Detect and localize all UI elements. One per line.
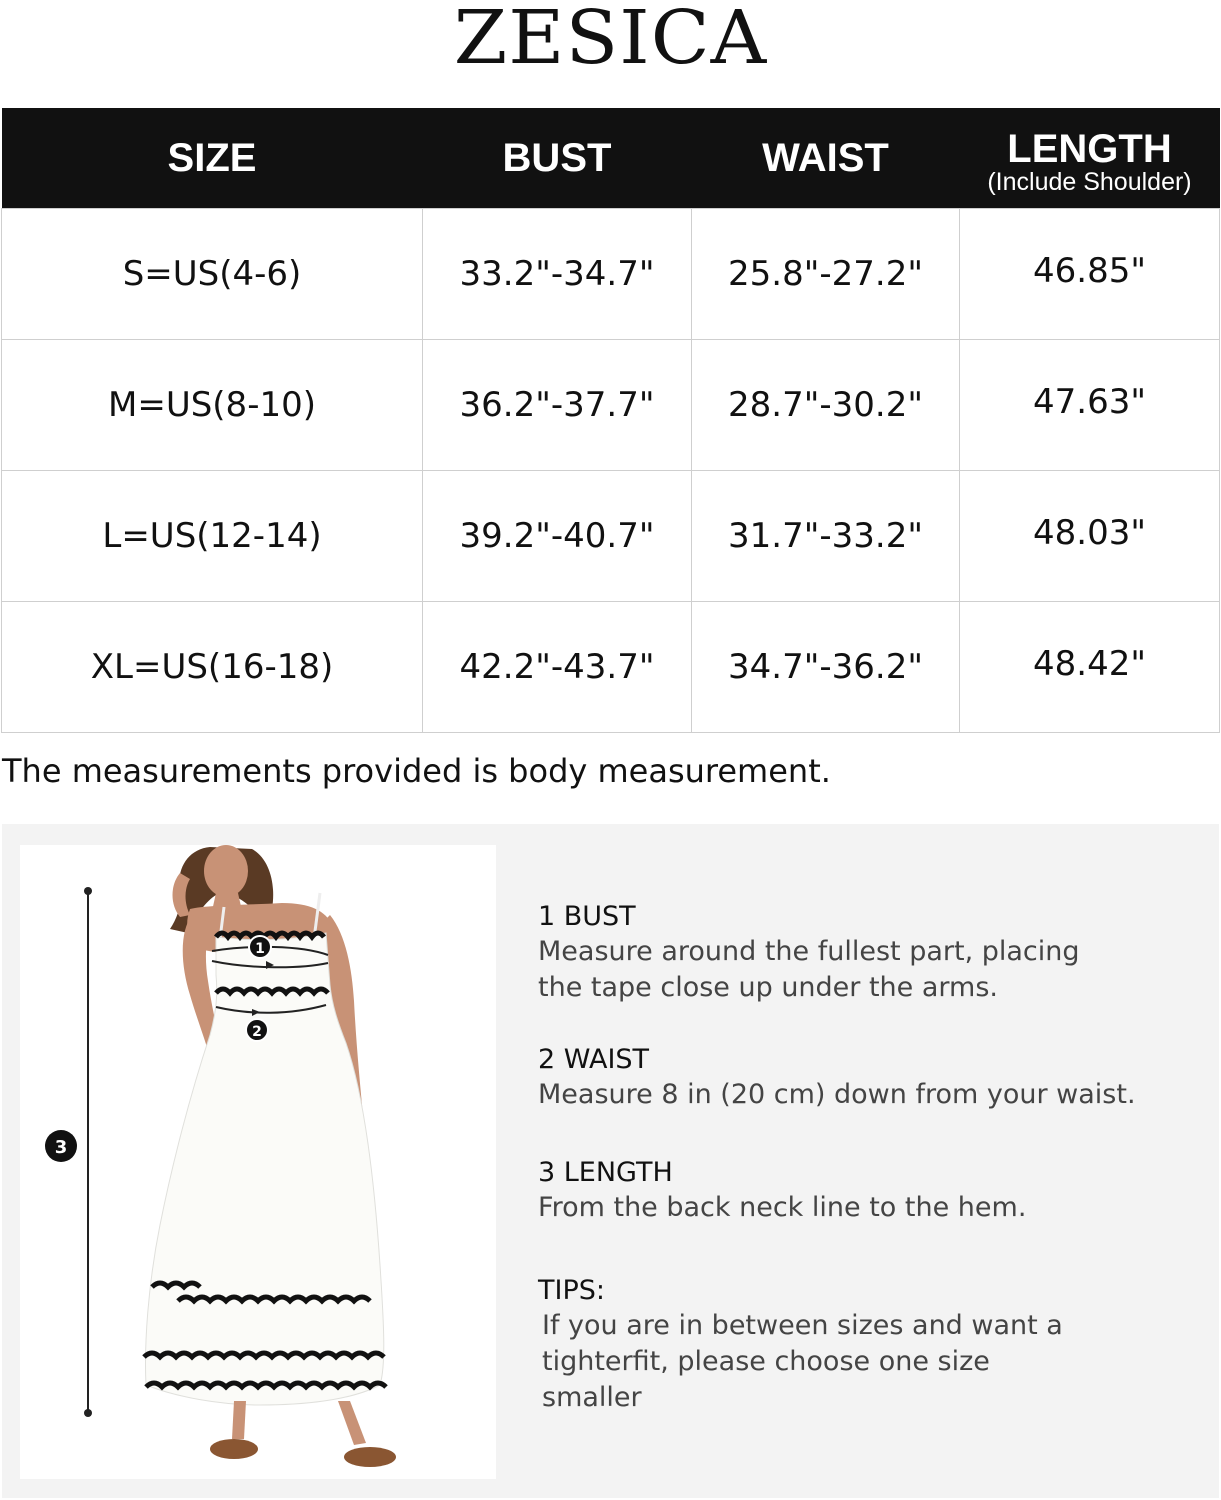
model-photo [20, 845, 496, 1479]
size-chart-header-row [2, 108, 1220, 209]
cell-length: 48.42" [960, 602, 1220, 733]
instruction-line: From the back neck line to the hem. [538, 1192, 1027, 1223]
length-marker [45, 1130, 77, 1162]
cell-length: 46.85" [960, 209, 1220, 340]
table-row [2, 471, 1220, 602]
measurement-note: The measurements provided is body measurement. [2, 752, 831, 790]
instruction-length [538, 1156, 1178, 1226]
instruction-line: If you are in between sizes and want a [542, 1310, 1063, 1341]
table-row [2, 602, 1220, 733]
cell-length: 47.63" [960, 340, 1220, 471]
length-marker-number: 3 [54, 1137, 68, 1158]
instruction-line: tighterfit, please choose one size [542, 1346, 990, 1377]
cell-bust: 33.2"-34.7" [423, 209, 692, 340]
cell-waist: 34.7"-36.2" [692, 602, 960, 733]
cell-waist: 31.7"-33.2" [692, 471, 960, 602]
instruction-line: Measure 8 in (20 cm) down from your waist. [538, 1079, 1136, 1110]
brand-logo: ZESICA [453, 0, 768, 81]
cell-waist: 28.7"-30.2" [692, 340, 960, 471]
table-row [2, 340, 1220, 471]
cell-size: XL=US(16-18) [2, 602, 423, 733]
instruction-tips [538, 1274, 1178, 1416]
waist-marker-number: 2 [252, 1024, 262, 1040]
measuring-guide-panel [2, 824, 1219, 1498]
cell-bust: 39.2"-40.7" [423, 471, 692, 602]
instruction-title: TIPS: [538, 1275, 605, 1306]
table-row [2, 209, 1220, 340]
instruction-waist [538, 1043, 1178, 1113]
waist-marker [246, 1019, 268, 1041]
bust-marker [249, 936, 271, 958]
instruction-title: 1 BUST [538, 901, 636, 932]
cell-length: 48.03" [960, 471, 1220, 602]
instruction-line: the tape close up under the arms. [538, 972, 998, 1003]
cell-bust: 36.2"-37.7" [423, 340, 692, 471]
instruction-line: smaller [542, 1382, 642, 1413]
header-bust: BUST [423, 108, 692, 209]
cell-size: S=US(4-6) [2, 209, 423, 340]
bust-marker-number: 1 [255, 941, 265, 957]
cell-waist: 25.8"-27.2" [692, 209, 960, 340]
size-chart-table [1, 108, 1220, 733]
cell-bust: 42.2"-43.7" [423, 602, 692, 733]
length-measure-line [84, 887, 92, 1417]
instruction-line: Measure around the fullest part, placing [538, 936, 1080, 967]
header-length-label: LENGTH [1007, 126, 1172, 171]
header-waist: WAIST [692, 108, 960, 209]
instruction-bust [538, 900, 1178, 1006]
header-length [960, 108, 1220, 209]
header-length-note: (Include Shoulder) [987, 167, 1192, 196]
cell-size: L=US(12-14) [2, 471, 423, 602]
cell-size: M=US(8-10) [2, 340, 423, 471]
header-size: SIZE [2, 108, 423, 209]
instruction-title: 2 WAIST [538, 1044, 650, 1075]
instruction-title: 3 LENGTH [538, 1157, 673, 1188]
